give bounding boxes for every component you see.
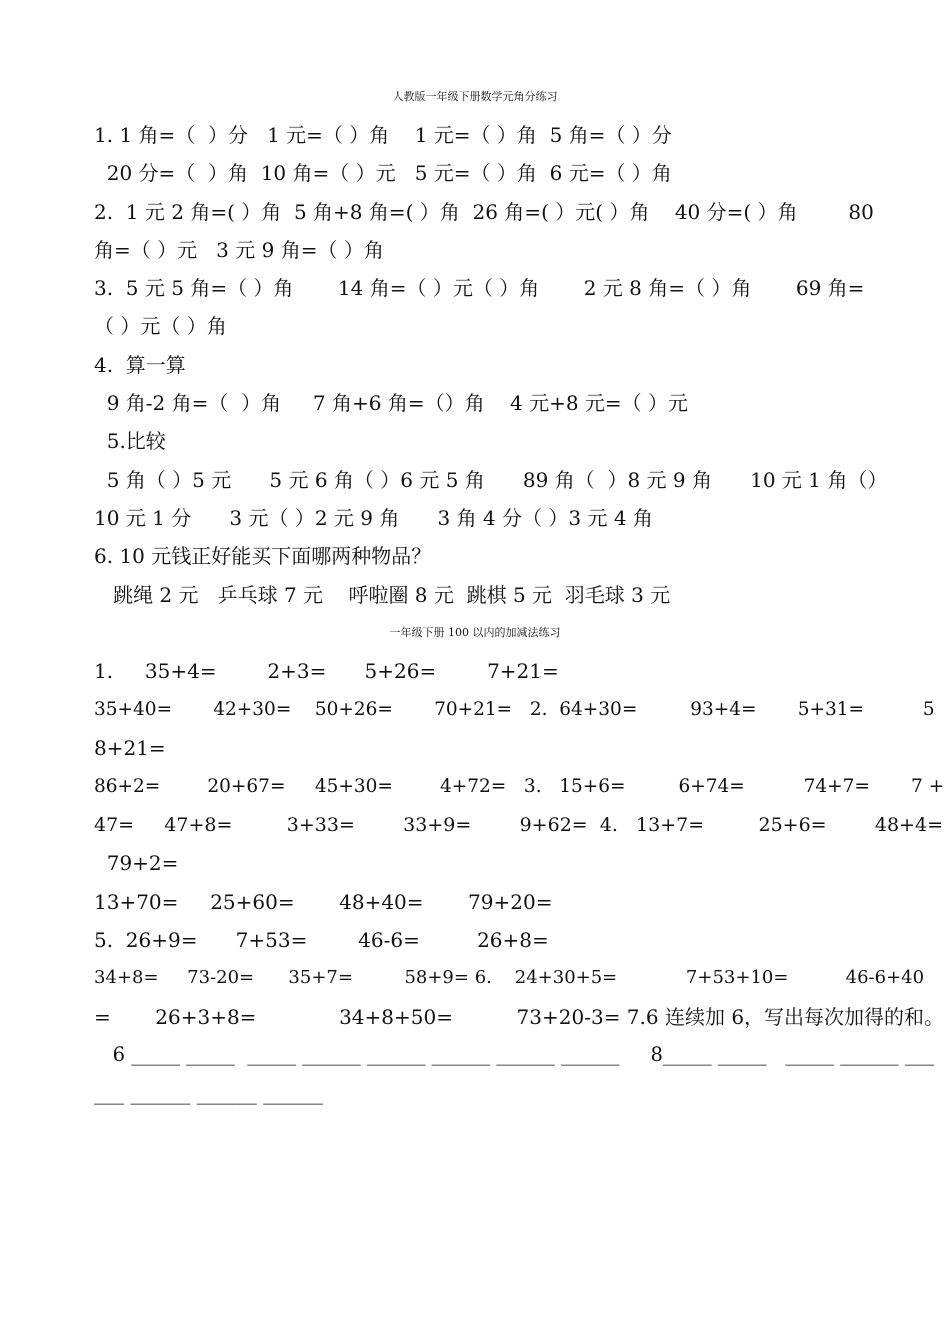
addition-line-3: 8+21= <box>94 736 166 760</box>
money-q4-line: 9 角-2 角=（ ）角 7 角+6 角=（）角 4 元+8 元=（ ）元 <box>94 391 689 415</box>
money-q1-line2: 20 分=（ ）角 10 角=（ ）元 5 元=（ ）角 6 元=（ ）角 <box>94 161 672 185</box>
money-q5-heading: 5.比较 <box>94 429 166 453</box>
worksheet-title-addition: 一年级下册 100 以内的加减法练习 <box>389 626 561 639</box>
addition-line-2: 35+40= 42+30= 50+26= 70+21= 2. 64+30= 93+4= 5+31= 5 <box>94 699 935 720</box>
addition-line-6: 79+2= <box>94 851 179 875</box>
sum-blanks-line-1: 6 _____ _____ _____ ______ ______ ______ ______ ______ 8_____ _____ _____ ______ ___ <box>94 1043 935 1066</box>
addition-line-4: 86+2= 20+67= 45+30= 4+72= 3. 15+6= 6+74= 74+7= 7 + <box>94 776 945 797</box>
money-q3-line2: （ ）元（ ）角 <box>94 314 227 338</box>
money-q4-heading: 4. 算一算 <box>94 353 186 377</box>
money-q6-items: 跳绳 2 元 乒乓球 7 元 呼啦圈 8 元 跳棋 5 元 羽毛球 3 元 <box>94 583 671 607</box>
money-q3-line1: 3. 5 元 5 角=（ ）角 14 角=（ ）元（ ）角 2 元 8 角=（ ）角 69 角= <box>94 276 865 300</box>
money-q2-line2: 角=（ ）元 3 元 9 角=（ ）角 <box>94 238 384 262</box>
addition-line-10: = 26+3+8= 34+8+50= 73+20-3= 7.6 连续加 6，写出每次加得的和。 <box>94 1005 945 1029</box>
worksheet-title-money: 人教版一年级下册数学元角分练习 <box>392 90 558 103</box>
money-q6-heading: 6. 10 元钱正好能买下面哪两种物品？ <box>94 544 432 568</box>
addition-line-8: 5. 26+9= 7+53= 46-6= 26+8= <box>94 928 549 952</box>
addition-line-1: 1. 35+4= 2+3= 5+26= 7+21= <box>94 659 559 683</box>
money-q2-line1: 2. 1 元 2 角=( ）角 5 角+8 角=( ）角 26 角=( ）元( ）角 40 分=( ）角 80 <box>94 200 874 224</box>
money-q5-line2: 10 元 1 分 3 元（ ）2 元 9 角 3 角 4 分（ ）3 元 4 角 <box>94 506 653 530</box>
money-q5-line1: 5 角（ ）5 元 5 元 6 角（ ）6 元 5 角 89 角（ ）8 元 9 角 10 元 1 角（） <box>94 468 888 492</box>
addition-line-5: 47= 47+8= 3+33= 33+9= 9+62= 4. 13+7= 25+6= 48+4= <box>94 814 944 836</box>
sum-blanks-line-2: ___ ______ ______ ______ <box>94 1081 324 1105</box>
addition-line-9: 34+8= 73-20= 35+7= 58+9= 6. 24+30+5= 7+53+10= 46-6+40 <box>94 967 925 988</box>
addition-line-7: 13+70= 25+60= 48+40= 79+20= <box>94 890 553 914</box>
money-q1-line1: 1. 1 角=（ ）分 1 元=（ ）角 1 元=（ ）角 5 角=（ ）分 <box>94 123 672 147</box>
